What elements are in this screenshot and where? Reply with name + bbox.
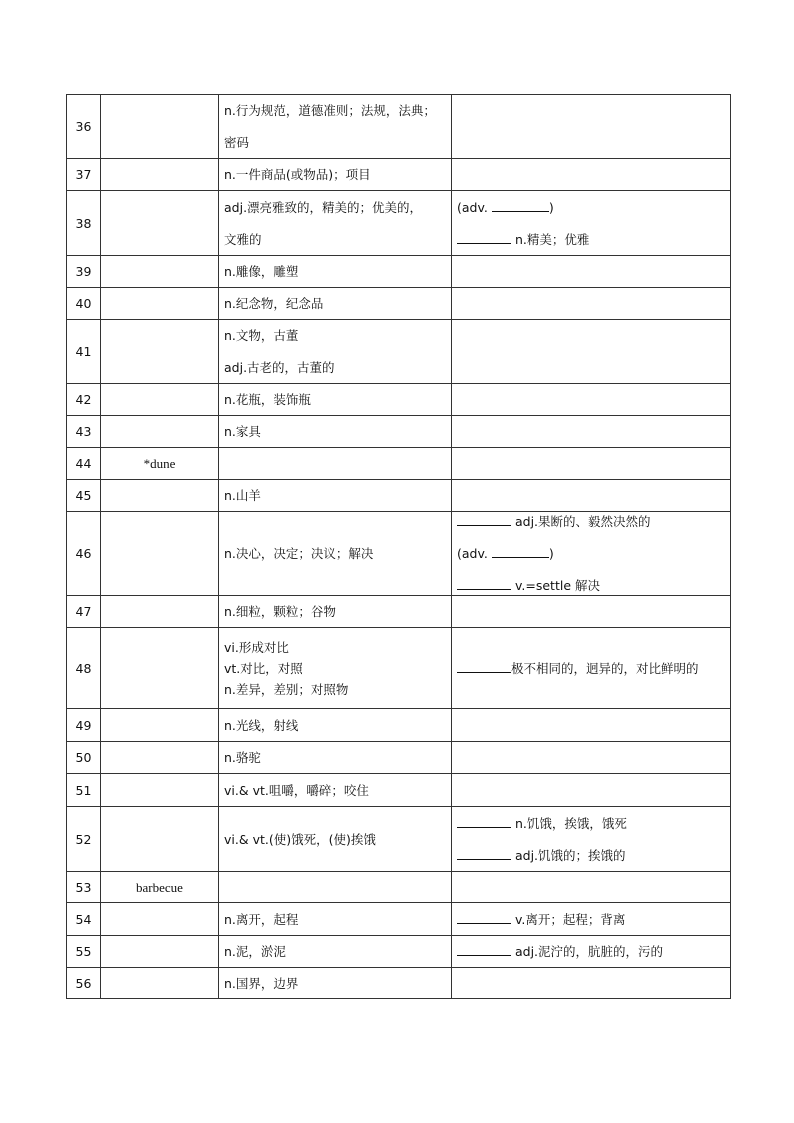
derivative-cell	[452, 95, 731, 159]
fill-in-blank[interactable]	[457, 578, 511, 590]
meaning-line: vi.& vt.咀嚼，嚼碎；咬住	[224, 782, 369, 798]
meaning-cell	[219, 742, 452, 774]
fill-in-blank[interactable]	[457, 661, 511, 673]
derivative-text: v.离开；起程；背离	[511, 911, 626, 927]
derivative-text: adj.饥饿的；挨饿的	[511, 847, 626, 863]
row-number: 49	[67, 709, 101, 742]
word-cell	[101, 95, 219, 159]
meaning-cell	[219, 159, 452, 191]
meaning-cell	[219, 480, 452, 512]
fill-in-blank[interactable]	[457, 848, 511, 860]
table-row	[67, 95, 731, 159]
row-number: 39	[67, 256, 101, 288]
derivative-cell	[452, 416, 731, 448]
derivative-line	[457, 944, 725, 959]
word-cell	[101, 596, 219, 628]
meaning-line: n.文物，古董	[224, 328, 299, 343]
derivative-cell	[452, 742, 731, 774]
row-number: 47	[67, 596, 101, 628]
row-number: 42	[67, 384, 101, 416]
table-row	[67, 159, 731, 191]
table-row	[67, 903, 731, 936]
table-row	[67, 288, 731, 320]
meaning-cell	[219, 807, 452, 872]
derivative-cell	[452, 191, 731, 256]
table-row	[67, 191, 731, 256]
meaning-line: n.决心，决定；决议；解决	[224, 546, 374, 561]
derivative-line	[457, 816, 725, 831]
meaning-cell	[219, 256, 452, 288]
meaning-line: n.骆驼	[224, 750, 261, 765]
derivative-text: n.饥饿，挨饿，饿死	[511, 815, 627, 831]
meaning-line: adj.古老的，古董的	[224, 360, 335, 375]
table-row	[67, 480, 731, 512]
meaning-cell	[219, 95, 452, 159]
meaning-line: adj.漂亮雅致的，精美的；优美的，	[224, 199, 423, 215]
word-cell	[101, 774, 219, 807]
row-number: 56	[67, 968, 101, 999]
derivative-cell	[452, 872, 731, 903]
derivative-line	[457, 546, 725, 561]
row-number: 40	[67, 288, 101, 320]
meaning-line: n.行为规范，道德准则；法规，法典；	[224, 103, 436, 118]
word-cell	[101, 191, 219, 256]
table-row	[67, 872, 731, 903]
word-cell	[101, 807, 219, 872]
row-number: 44	[67, 448, 101, 480]
fill-in-blank[interactable]	[457, 232, 511, 244]
meaning-cell	[219, 774, 452, 807]
fill-in-blank[interactable]	[457, 912, 511, 924]
meaning-cell	[219, 512, 452, 596]
meaning-line: n.纪念物，纪念品	[224, 296, 324, 311]
derivative-cell	[452, 968, 731, 999]
derivative-cell	[452, 774, 731, 807]
row-number: 52	[67, 807, 101, 872]
meaning-line: n.花瓶，装饰瓶	[224, 392, 311, 407]
meaning-cell	[219, 384, 452, 416]
derivative-text: )	[548, 199, 554, 215]
meaning-line: vi.& vt.(使)饿死，(使)挨饿	[224, 831, 376, 847]
derivative-line	[457, 578, 725, 593]
meaning-line: n.雕像，雕塑	[224, 264, 299, 279]
row-number: 51	[67, 774, 101, 807]
fill-in-blank[interactable]	[457, 816, 511, 828]
word-cell: *dune	[101, 448, 219, 480]
meaning-cell	[219, 903, 452, 936]
meaning-line: n.家具	[224, 424, 261, 439]
word-cell	[101, 512, 219, 596]
vocabulary-table	[66, 94, 731, 999]
row-number: 54	[67, 903, 101, 936]
table-row	[67, 774, 731, 807]
word-cell	[101, 742, 219, 774]
table-row	[67, 448, 731, 480]
table-row	[67, 742, 731, 774]
meaning-cell	[219, 872, 452, 903]
derivative-line	[457, 200, 725, 215]
meaning-cell	[219, 416, 452, 448]
table-row	[67, 709, 731, 742]
row-number: 55	[67, 936, 101, 968]
meaning-line: 文雅的	[224, 231, 262, 247]
word-cell	[101, 384, 219, 416]
meaning-cell	[219, 320, 452, 384]
row-number: 45	[67, 480, 101, 512]
meaning-cell	[219, 448, 452, 480]
table-row	[67, 968, 731, 999]
derivative-cell	[452, 320, 731, 384]
fill-in-blank[interactable]	[457, 944, 511, 956]
meaning-line: n.光线，射线	[224, 717, 299, 733]
derivative-cell	[452, 159, 731, 191]
word-cell	[101, 159, 219, 191]
derivative-text: )	[548, 546, 554, 561]
row-number: 37	[67, 159, 101, 191]
derivative-cell	[452, 256, 731, 288]
table-row	[67, 596, 731, 628]
derivative-cell	[452, 288, 731, 320]
derivative-line	[457, 661, 725, 676]
derivative-prefix: (adv.	[457, 546, 492, 561]
derivative-text: 极不相同的，迥异的，对比鲜明的	[511, 660, 699, 676]
meaning-line: n.国界，边界	[224, 975, 299, 991]
table-row	[67, 807, 731, 872]
meaning-line: n.泥，淤泥	[224, 944, 286, 959]
derivative-line	[457, 514, 725, 529]
meaning-cell	[219, 596, 452, 628]
fill-in-blank[interactable]	[492, 200, 549, 212]
row-number: 50	[67, 742, 101, 774]
derivative-cell	[452, 512, 731, 596]
row-number: 38	[67, 191, 101, 256]
word-cell	[101, 709, 219, 742]
row-number: 36	[67, 95, 101, 159]
derivative-cell	[452, 384, 731, 416]
derivative-line	[457, 848, 725, 863]
vocabulary-table-body	[67, 95, 731, 999]
meaning-cell	[219, 709, 452, 742]
meaning-line: n.差异，差别；对照物	[224, 681, 349, 697]
word-cell	[101, 416, 219, 448]
word-cell: barbecue	[101, 872, 219, 903]
row-number: 41	[67, 320, 101, 384]
meaning-cell	[219, 191, 452, 256]
table-row	[67, 936, 731, 968]
table-row	[67, 512, 731, 596]
fill-in-blank[interactable]	[457, 514, 511, 526]
derivative-cell	[452, 448, 731, 480]
table-row	[67, 416, 731, 448]
table-row	[67, 628, 731, 709]
row-number: 43	[67, 416, 101, 448]
derivative-line	[457, 232, 725, 247]
derivative-cell	[452, 936, 731, 968]
meaning-line: n.一件商品(或物品)；项目	[224, 167, 371, 182]
meaning-line: n.离开，起程	[224, 911, 299, 927]
derivative-text: v.=settle 解决	[511, 578, 600, 593]
meaning-line: n.山羊	[224, 488, 261, 503]
table-row	[67, 256, 731, 288]
meaning-line: 密码	[224, 135, 250, 150]
meaning-line: vt.对比，对照	[224, 660, 303, 676]
word-cell	[101, 936, 219, 968]
row-number: 46	[67, 512, 101, 596]
meaning-cell	[219, 968, 452, 999]
derivative-prefix: (adv.	[457, 199, 492, 215]
table-row	[67, 384, 731, 416]
row-number: 48	[67, 628, 101, 709]
meaning-cell	[219, 288, 452, 320]
meaning-cell	[219, 628, 452, 709]
derivative-text: adj.泥泞的，肮脏的，污的	[511, 944, 664, 959]
meaning-line: vi.形成对比	[224, 639, 289, 655]
word-cell	[101, 256, 219, 288]
derivative-cell	[452, 903, 731, 936]
derivative-cell	[452, 807, 731, 872]
table-row	[67, 320, 731, 384]
derivative-cell	[452, 596, 731, 628]
word-cell	[101, 288, 219, 320]
word-cell	[101, 480, 219, 512]
derivative-cell	[452, 628, 731, 709]
word-cell	[101, 320, 219, 384]
meaning-cell	[219, 936, 452, 968]
row-number: 53	[67, 872, 101, 903]
meaning-line: n.细粒，颗粒；谷物	[224, 604, 336, 619]
word-cell	[101, 903, 219, 936]
derivative-text: adj.果断的、毅然决然的	[511, 514, 651, 529]
fill-in-blank[interactable]	[492, 546, 549, 558]
derivative-line	[457, 912, 725, 927]
derivative-cell	[452, 480, 731, 512]
word-cell	[101, 968, 219, 999]
derivative-text: n.精美；优雅	[511, 231, 590, 247]
word-cell	[101, 628, 219, 709]
derivative-cell	[452, 709, 731, 742]
